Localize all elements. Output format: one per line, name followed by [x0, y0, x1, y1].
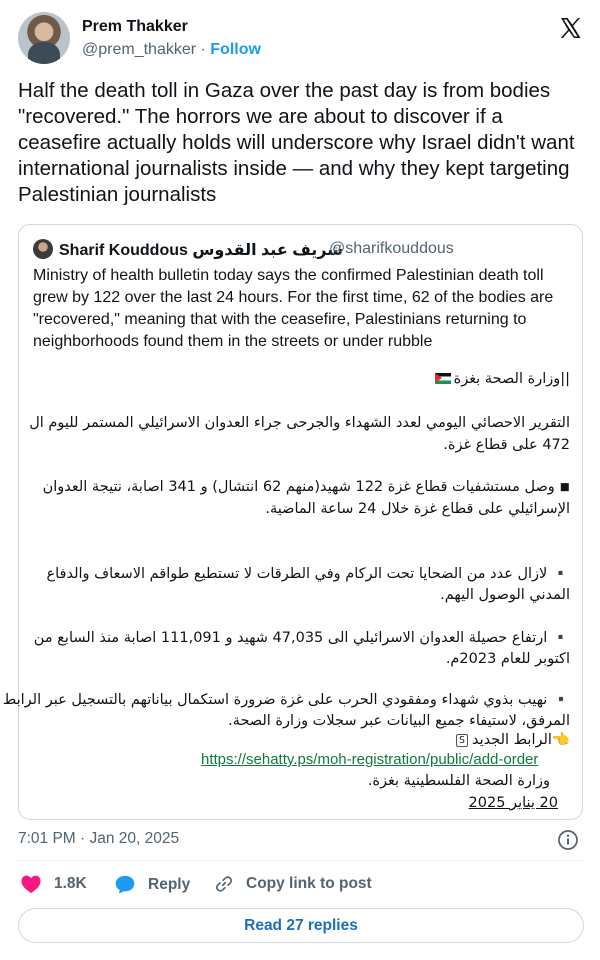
link-icon: [214, 874, 234, 894]
reply-label: Reply: [148, 875, 191, 893]
image-line: ▪️ لازال عدد من الضحايا تحت الركام وفي الطرقات لا تستطيع طواقم الاسعاف والدفاع: [46, 566, 570, 582]
reply-bubble-icon: [114, 874, 136, 895]
palestine-flag-icon: [435, 373, 451, 384]
tweet-header: [18, 12, 584, 68]
like-button[interactable]: [20, 874, 87, 894]
quote-avatar: [33, 239, 53, 259]
image-line: ||وزارة الصحة بغزة: [432, 371, 570, 387]
image-line: المرفق، لاستيفاء جميع البيانات عبر سجلات وزارة الصحة.: [228, 713, 570, 729]
registration-link[interactable]: https://sehatty.ps/moh-registration/public/add-order: [201, 751, 539, 768]
quote-author-handle: @sharifkouddous: [329, 240, 454, 257]
copy-link-button[interactable]: [214, 874, 372, 894]
separator: ·: [196, 41, 211, 58]
quote-text: Ministry of health bulletin today says the confirmed Palestinian death toll grew by 122 over the last 24 hours. For the first time, 62 of the bodies are "recovered," meaning that with the ceasefire, Palestinians returning to neighborhoods found them in the streets or under rubble: [33, 267, 554, 350]
author-name[interactable]: Prem Thakker: [82, 18, 188, 35]
image-line: 472 على قطاع غزة.: [443, 437, 570, 453]
reply-button[interactable]: [114, 874, 190, 895]
like-count: 1.8K: [54, 875, 87, 892]
quoted-tweet[interactable]: [2, 224, 583, 820]
s-box-icon: S: [456, 734, 468, 747]
quote-author-name: Sharif Kouddous شريف عبد القدوس: [59, 242, 343, 259]
read-replies-button[interactable]: Read 27 replies: [18, 908, 584, 943]
image-line: التقرير الاحصائي اليومي لعدد الشهداء والجرحى جراء العدوان الاسرائيلي المستمر لليوم ال: [29, 415, 570, 431]
follow-link[interactable]: Follow: [210, 41, 261, 58]
heart-icon: [20, 874, 42, 894]
author-handle-line: [82, 41, 261, 59]
image-line: المدني الوصول اليهم.: [440, 587, 570, 603]
copy-link-label: Copy link to post: [246, 875, 372, 892]
image-line: وزارة الصحة الفلسطينية بغزة.: [367, 773, 550, 789]
image-line: ▪️ نهيب بذوي شهداء ومفقودي الحرب على غزة ضرورة استكمال بياناتهم بالتسجيل عبر الرابط: [2, 692, 570, 708]
image-line: 👈الرابط الجديدS: [452, 731, 570, 748]
tweet-timestamp[interactable]: 7:01 PM · Jan 20, 2025: [18, 830, 180, 847]
x-logo-icon[interactable]: [558, 16, 582, 40]
divider: [18, 860, 584, 861]
image-line: ◾ وصل مستشفيات قطاع غزة 122 شهيد(منهم 62 انتشال) و 341 اصابة، نتيجة العدوان: [42, 479, 570, 495]
image-line: الإسرائيلي على قطاع غزة خلال 24 ساعة الماضية.: [265, 501, 570, 517]
tweet-text: Half the death toll in Gaza over the past day is from bodies "recovered." The horrors we are about to discover if a ceasefire actually holds will underscore why Israel didn't want international journalists inside — and why they kept targeting Palestinian journalists: [18, 79, 575, 206]
image-line: ▪️ ارتفاع حصيلة العدوان الاسرائيلي الى 47,035 شهيد و 111,091 اصابة منذ السابع من: [33, 630, 570, 646]
image-line: اكتوبر للعام 2023م.: [445, 651, 570, 667]
author-avatar[interactable]: [18, 12, 70, 64]
author-handle[interactable]: @prem_thakker: [82, 41, 197, 58]
info-icon[interactable]: [557, 829, 579, 851]
bulletin-date: 20 يناير 2025: [468, 795, 558, 811]
